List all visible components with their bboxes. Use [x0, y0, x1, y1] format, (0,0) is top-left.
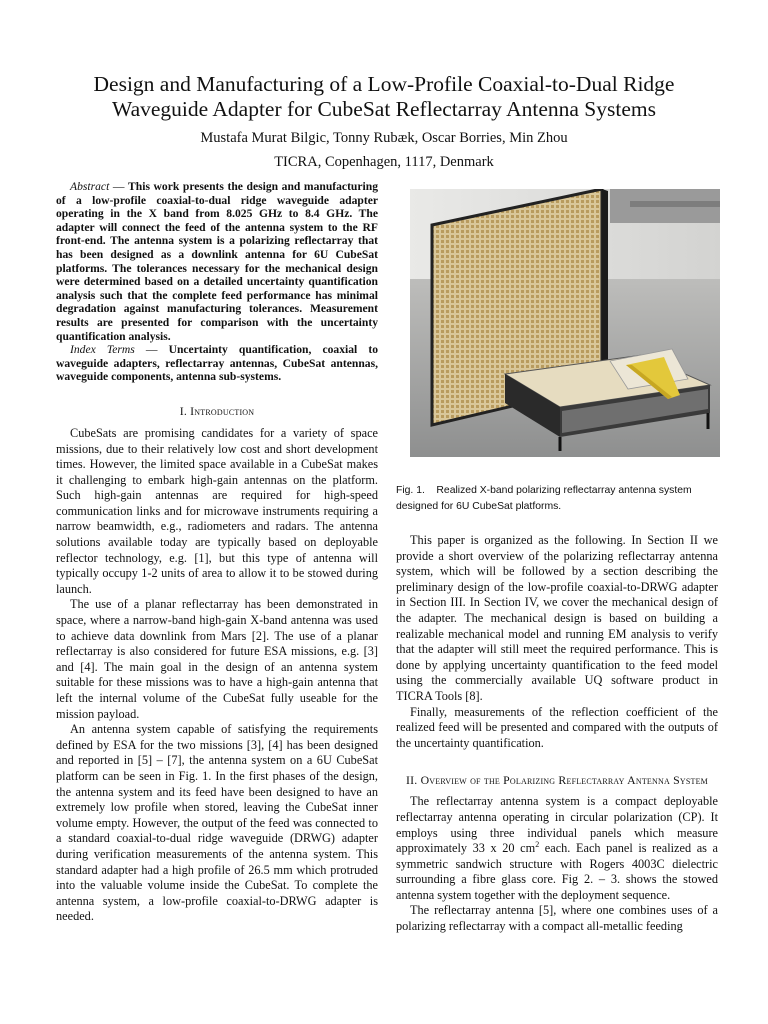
intro-paragraph-2: The use of a planar reflectarray has been demonstrated in space, where a narrow-band high-gain X-band antenna was used to achieve data downlink from Mars [2]. The use of a planar reflectarray is also considered for future ESA missions, e.g. [3] and [4]. The main goal in the design of an antenna system suitable for these missions was to have a high-gain antenna that left the internal volume of the CubeSat fully useable for the mission payload. — [56, 597, 378, 721]
intro-paragraph-3: An antenna system capable of satisfying the requirements defined by ESA for the two missions [3], [4] has been designed and reported in [5] – [7], the antenna system on a 6U CubeSat platform can be seen in Fig. 1. In the first phases of the design, the antenna system and its feed have been designed to have an extremely low profile when stored, leaving the CubeSat inner volume empty. However, the output of the feed was connected to a standard coaxial-to-dual ridge waveguide (DRWG) adapter during verification measurements of the antenna system. This standard adapter had a high profile of 26.5 mm which protruded into the valuable volume inside the CubeSat. To complete the antenna system, a low-profile coaxial-to-DRWG adapter is needed. — [56, 722, 378, 924]
index-terms-dash: — — [134, 343, 169, 357]
figure-1-photo — [410, 189, 720, 457]
abstract-body: This work presents the design and manufacturing of a low-profile coaxial-to-dual ridge waveguide adapter operating in the X band from 8.025 GHz to 8.4 GHz. The adapter will connect the feed of the antenna system to the RF front-end. The antenna system is a polarizing reflectarray that has been designed as a downlink antenna for 6U CubeSat platforms. The tolerances necessary for the mechanical design were determined based on a detailed uncertainty quantification analysis such that the complete feed performance has minimal degradation against manufacturing tolerances. Measurement results are presented for comparison with the uncertainty quantification analysis. — [56, 180, 378, 343]
figure-1-caption: Fig. 1. Realized X-band polarizing reflectarray antenna system designed for 6U CubeSat platforms. — [396, 485, 695, 512]
section-heading-overview: II. Overview of the Polarizing Reflectarray Antenna System — [406, 773, 708, 788]
index-terms-body: Uncertainty quantification, coaxial to waveguide adapters, reflectarray antennas, CubeSat antennas, waveguide components, antenna sub-systems. — [56, 343, 379, 384]
index-terms-label: Index Terms — [70, 343, 135, 357]
organization-paragraph: This paper is organized as the following. In Section II we provide a short overview of the polarizing reflectarray antenna system, which will be followed by a section describing the preliminary design of the low-profile coaxial-to-DRWG adapter in Section III. In Section IV, we cover the mechanical design of the adapter. The mechanical design is based on building a realizable mechanical model and running EM analysis to verify that the adapter will still meet the required performance. This is done by applying uncertainty quantification to the feed model using the commercially available UQ software product in TICRA Tools [8]. — [396, 533, 718, 703]
section2-paragraph-1 — [396, 794, 718, 903]
abstract-dash: — — [109, 180, 129, 193]
section-heading-introduction: I. Introduction — [179, 403, 255, 418]
section2-paragraph-2: The reflectarray antenna [5], where one combines uses of a polarizing reflectarray with a compact all-metallic feeding — [396, 903, 718, 934]
finally-paragraph: Finally, measurements of the reflection coefficient of the realized feed will be presented and compared with the outputs of the uncertainty quantification. — [396, 704, 718, 750]
section2-p1-text-a: The reflectarray antenna system is a compact deployable reflectarray antenna operating in circular polarization (CP). It employs using three individual panels which measure approximately 33 x 20 cm — [396, 794, 718, 856]
index-terms — [56, 343, 378, 384]
abstract-label: Abstract — [70, 180, 110, 193]
affiliation: TICRA, Copenhagen, 1117, Denmark — [274, 154, 494, 170]
intro-paragraph-1: CubeSats are promising candidates for a variety of space missions, due to their relatively low cost and short development times. However, the limited space available in a CubeSat makes it challenging to embark high-gain antennas on the platform. Such high-gain antennas are required for high-speed communication links and for microwave instruments requiring a narrow beamwidth, e.g., radiometers and radars. The antenna solutions available today are typically based on deployable reflector technology, e.g. [1], but this type of antenna will typically occupy 1-2 units of area to allow it to be stowed during launch. — [56, 425, 378, 596]
author-list: Mustafa Murat Bilgic, Tonny Rubæk, Oscar Borries, Min Zhou — [200, 130, 568, 146]
right-column — [396, 180, 718, 935]
paper-title — [40, 72, 728, 122]
title-line-1: Design and Manufacturing of a Low-Profile Coaxial-to-Dual Ridge — [93, 72, 675, 96]
reflectarray-photo-illustration — [410, 189, 720, 457]
section2-p1-superscript: 2 — [535, 840, 540, 849]
section2-p1-text-b: each. Each panel is realized as a symmetric sandwich structure with Rogers 4003C dielectric surrounding a fibre glass core. Fig 2. – 3. shows the stowed antenna system together with the deployment sequence. — [396, 841, 718, 902]
title-line-2: Waveguide Adapter for CubeSat Reflectarray Antenna Systems — [112, 97, 656, 121]
abstract — [56, 180, 378, 343]
left-column — [56, 180, 378, 925]
